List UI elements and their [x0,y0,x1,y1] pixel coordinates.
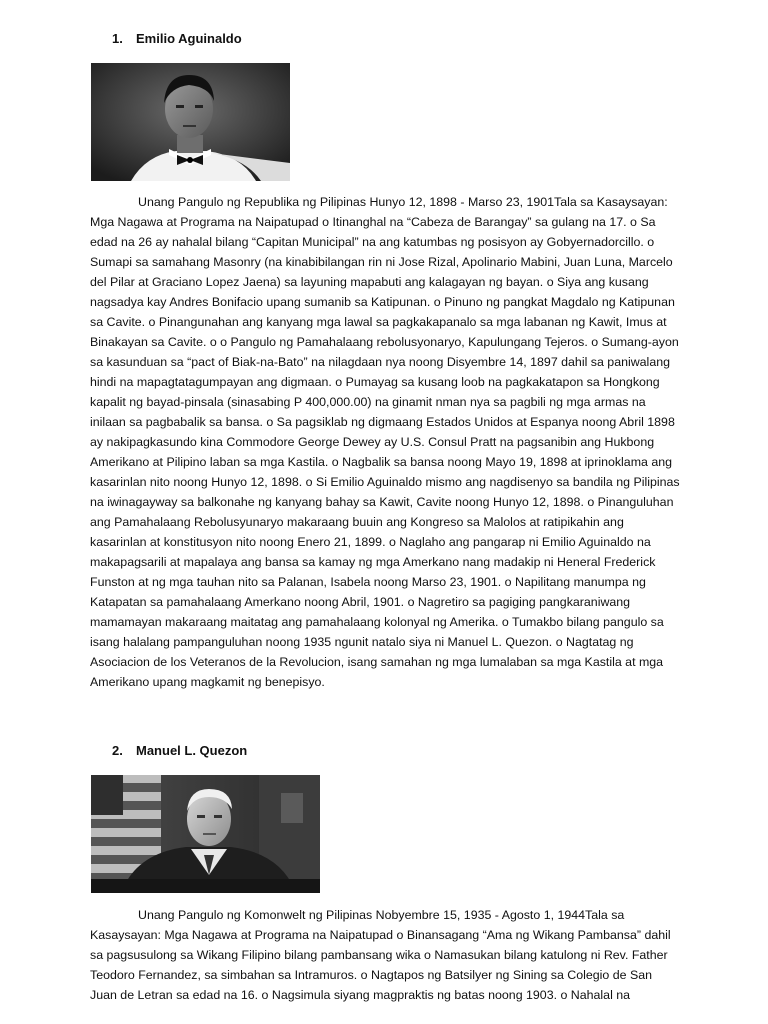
section-heading-quezon [112,743,247,758]
aguinaldo-photo [91,63,290,181]
section-number: 1. [112,31,123,46]
section-title: Emilio Aguinaldo [136,31,242,46]
aguinaldo-paragraph: Unang Pangulo ng Republika ng Pilipinas Hunyo 12, 1898 - Marso 23, 1901Tala sa Kasaysayan: Mga Nagawa at Programa na Naipatupad o Itinanghal na “Cabeza de Barangay” sa gulang na 17. o Sa edad na 26 ay nahalal bilang “Capitan Municipal” na ang katumbas ng posisyon ay Gobyernadorcillo. o Sumapi sa samahang Masonry (na kinabibilangan rin ni Jose Rizal, Apolinario Mabini, Juan Luna, Marcelo del Pilar at Graciano Lopez Jaena) sa layuning mapabuti ang kalagayan ng bayan. o Siya ang kusang nagsadya kay Andres Bonifacio upang sumanib sa Katipunan. o Pinuno ng pangkat Magdalo ng Katipunan sa Cavite. o Pinangunahan ang kanyang mga lawal sa pagkakapanalo sa mga labanan ng Kawit, Imus at Binakayan sa Cavite. o o Pangulo ng Pamahalaang rebolusyonaryo, Kapulungang Tejeros. o Sumang-ayon sa kasunduan sa “pact of Biak-na-Bato” na nilagdaan nya noong Disyembre 14, 1897 dahil sa paniwalang hindi na mapagtatagumpayan ang digmaan. o Pumayag sa kusang loob na pagkakatapon sa Hongkong kapalit ng bayad-pinsala (sinasabing P 400,000.00) na ginamit nman nya sa pagbili ng mga armas na inilaan sa pagbabalik sa bansa. o Sa pagsiklab ng digmaang Estados Unidos at Espanya noong Abril 1898 ay nakipagkasundo kina Commodore George Dewey ay U.S. Consul Pratt na pagsanibin ang Hukbong Amerikano at Pilipino laban sa mga Kastila. o Nagbalik sa bansa noong Mayo 19, 1898 at iprinoklama ang kasarinlan nito noong Hunyo 12, 1898. o Si Emilio Aguinaldo mismo ang nagdisenyo sa bandila ng Pilipinas na iwinagayway sa balkonahe ng kanyang bahay sa Kawit, Cavite noong Hunyo 12, 1898. o Pinanguluhan ang Pamahalaang Rebolusyunaryo makaraang buuin ang Kongreso sa Malolos at ratipikahin ang kasarinlan at konstitusyon nito noong Enero 21, 1899. o Naglaho ang pangarap ni Emilio Aguinaldo na makapagsarili at mapalaya ang bansa sa kamay ng mga Amerkano nang madakip ni Heneral Frederick Funston at ng mga tauhan nito sa Palanan, Isabela noong Marso 23, 1901. o Napilitang manumpa ng Katapatan sa pamahalaang Amerkano noong Abril, 1901. o Nagretiro sa pagiging pangkaraniwang mamamayan makaraang maitatag ang pamahalaang kolonyal ng Amerika. o Tumakbo bilang pangulo sa isang halalang pampanguluhan noong 1935 ngunit natalo siya ni Manuel L. Quezon. o Nagtatag ng Asociacion de los Veteranos de la Revolucion, isang samahan ng mga lumalaban sa mga Kastila at mga Amerikano upang magkamit ng benepisyo. [90,195,680,689]
section-number: 2. [112,743,123,758]
section-title: Manuel L. Quezon [136,743,248,758]
quezon-photo [91,775,320,893]
quezon-paragraph: Unang Pangulo ng Komonwelt ng Pilipinas Nobyembre 15, 1935 - Agosto 1, 1944Tala sa Kasaysayan: Mga Nagawa at Programa na Naipatupad o Binansagang “Ama ng Wikang Pambansa” dahil sa pagsusulong sa Wikang Filipino bilang pambansang wika o Namasukan bilang katulong ni Rev. Father Teodoro Fernandez, sa simbahan sa Intramuros. o Nagtapos ng Batsilyer ng Sining sa Colegio de San Juan de Letran sa edad na 16. o Nagsimula siyang magpraktis ng batas noong 1903. o Nahalal na [90,908,671,1002]
section-heading-aguinaldo [112,31,242,46]
